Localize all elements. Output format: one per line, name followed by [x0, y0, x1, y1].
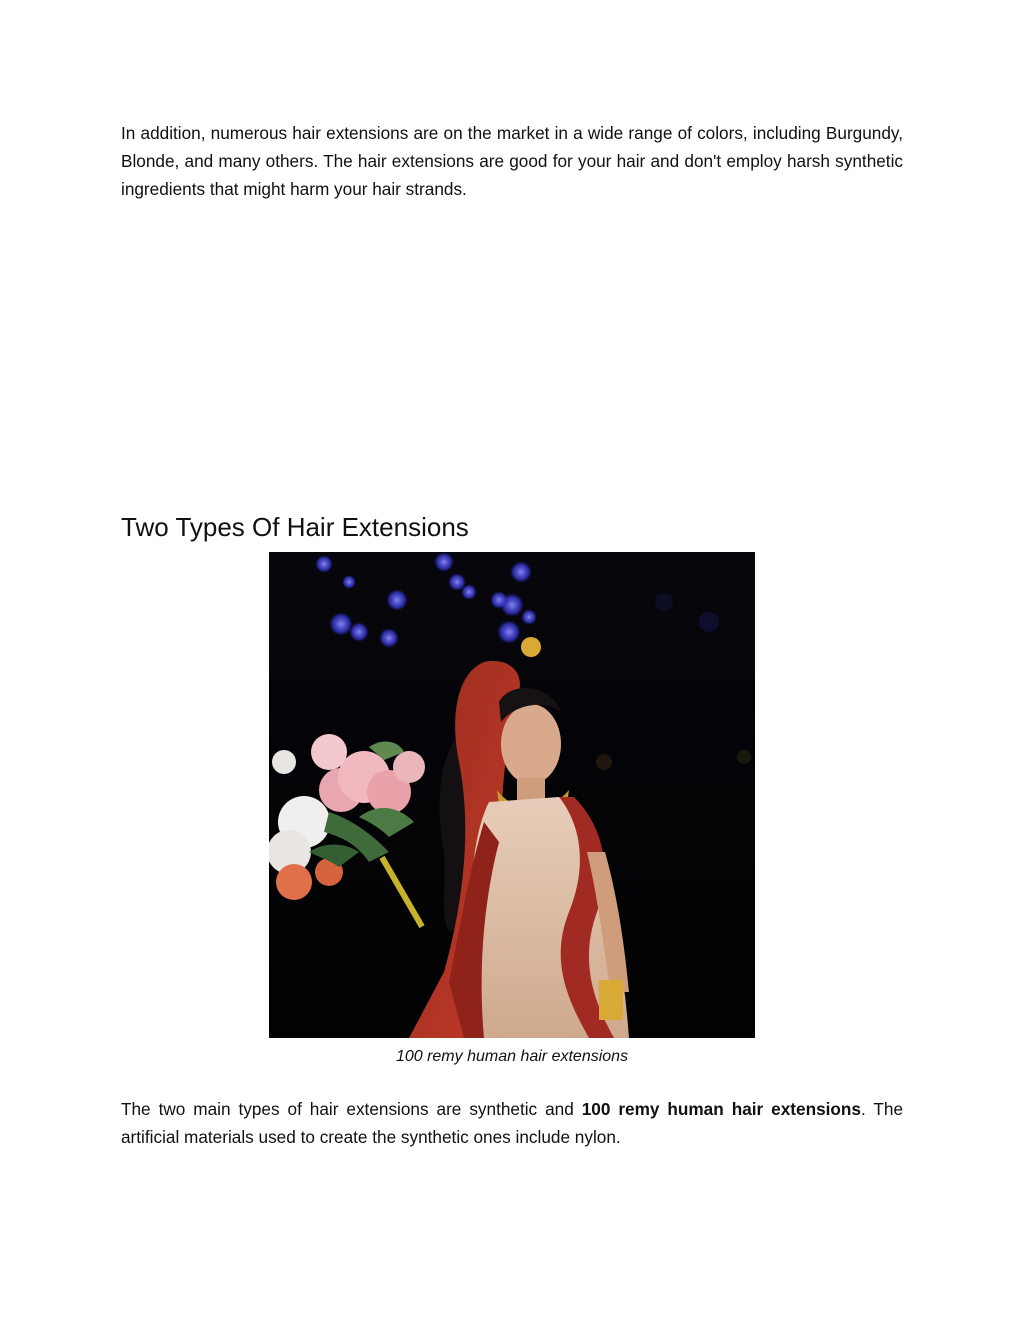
figure-caption: 100 remy human hair extensions — [395, 1048, 629, 1065]
body-text-before: The two main types of hair extensions are synthetic and — [121, 1099, 582, 1119]
bangles — [599, 980, 623, 1020]
section-heading: Two Types Of Hair Extensions — [121, 512, 469, 542]
body-paragraph — [121, 1095, 903, 1151]
body-text-after: . The artificial materials used to create the synthetic ones include nylon. — [121, 1099, 904, 1147]
bold-keyword-link: 100 remy human hair extensions — [581, 1099, 861, 1119]
intro-paragraph: In addition, numerous hair extensions are on the market in a wide range of colors, including Burgundy, Blonde, and many others. The hair extensions are good for your hair and don't employ harsh synthetic ingredients that might harm your hair strands. — [121, 123, 903, 199]
face — [501, 704, 561, 784]
bride-photo-illustration — [269, 552, 755, 1038]
bride-photo — [269, 552, 755, 1038]
